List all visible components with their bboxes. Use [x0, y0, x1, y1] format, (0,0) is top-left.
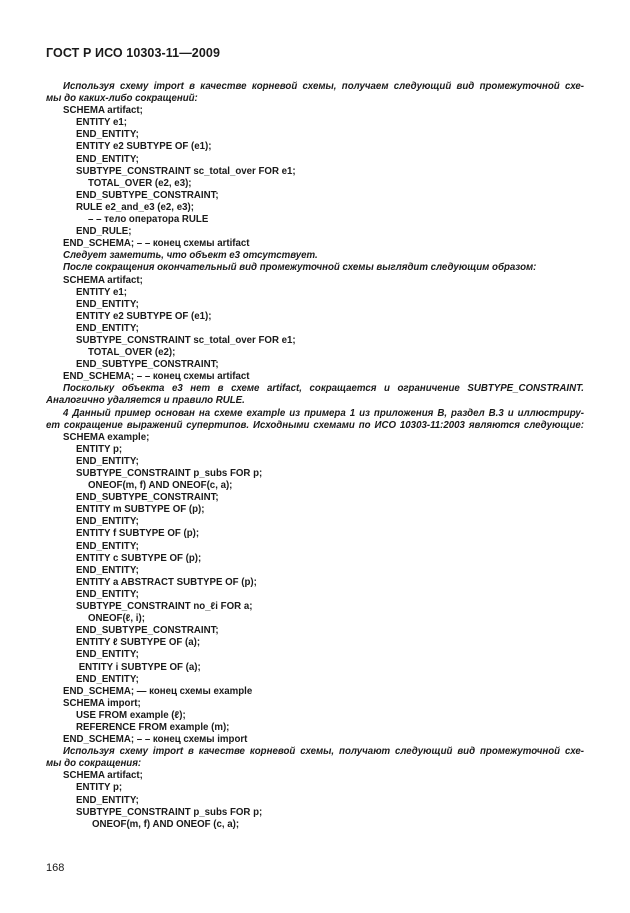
code-line: END_RULE; — [76, 226, 132, 238]
code-line: END_SUBTYPE_CONSTRAINT; — [76, 189, 219, 201]
code-line: ENTITY c SUBTYPE OF (p); — [76, 552, 202, 564]
text-line: После сокращения окончательный вид промежуточной схемы выглядит следующим образом: — [63, 262, 537, 274]
code-line: END_ENTITY; — [76, 129, 139, 141]
code-line: ENTITY e2 SUBTYPE OF (e1); — [76, 141, 212, 153]
text-line: Используя схему import в качестве корневой схемы, получают следующий вид промежуточной схе- — [63, 746, 584, 758]
code-line: SCHEMA import; — [63, 697, 141, 709]
code-line: SUBTYPE_CONSTRAINT p_subs FOR p; — [76, 468, 263, 479]
text-line: 4 Данный пример основан на схеме example из примера 1 из приложения В, раздел В.3 и иллюстриру- — [63, 407, 584, 419]
code-line: SUBTYPE_CONSTRAINT sc_total_over FOR e1; — [76, 334, 296, 346]
code-line: ENTITY e1; — [76, 117, 127, 129]
code-line: ENTITY e1; — [76, 286, 127, 298]
code-line: END_ENTITY; — [76, 588, 139, 600]
code-line: SUBTYPE_CONSTRAINT sc_total_over FOR e1; — [76, 165, 296, 177]
code-line: END_SUBTYPE_CONSTRAINT; — [76, 359, 219, 371]
code-line: SCHEMA artifact; — [63, 105, 143, 117]
text-line: Следует заметить, что объект e3 отсутствует. — [63, 250, 318, 262]
code-line: END_SCHEMA; — конец схемы example — [63, 685, 253, 697]
document-header: ГОСТ Р ИСО 10303-11—2009 — [46, 46, 221, 60]
code-line: ENTITY f SUBTYPE OF (p); — [76, 528, 200, 540]
code-line: END_SCHEMA; – – конец схемы import — [63, 734, 248, 746]
code-line: END_ENTITY; — [76, 673, 139, 685]
code-line: END_SCHEMA; – – конец схемы artifact — [63, 371, 250, 383]
code-line: TOTAL_OVER (e2, e3); — [88, 177, 192, 189]
code-line: ENTITY m SUBTYPE OF (p); — [76, 504, 205, 516]
code-line: ENTITY i SUBTYPE OF (a); — [76, 661, 201, 673]
code-line: RULE e2_and_e3 (e2, e3); — [76, 201, 194, 213]
code-line: END_ENTITY; — [76, 322, 139, 334]
text-line: ет сокращение выражений супертипов. Исходными схемами по ИСО 10303-11:2003 являются следующие: — [46, 419, 584, 431]
code-line: ENTITY e2 SUBTYPE OF (e1); — [76, 310, 212, 322]
code-line: END_ENTITY; — [76, 794, 139, 806]
code-line: END_ENTITY; — [76, 516, 139, 528]
code-line: END_ENTITY; — [76, 153, 139, 165]
code-line: – – тело оператора RULE — [88, 214, 209, 226]
code-line: SUBTYPE_CONSTRAINT p_subs FOR p; — [76, 806, 263, 818]
code-line: REFERENCE FROM example (m); — [76, 721, 230, 733]
code-line: ENTITY ℓ SUBTYPE OF (a); — [76, 637, 201, 649]
code-line: ONEOF(m, f) AND ONEOF(c, a); — [88, 480, 233, 492]
code-line: END_ENTITY; — [76, 649, 139, 661]
code-line: ENTITY a ABSTRACT SUBTYPE OF (p); — [76, 576, 257, 588]
text-line: мы до сокращения: — [46, 758, 142, 770]
code-line: END_ENTITY; — [76, 455, 139, 467]
code-line: END_ENTITY; — [76, 564, 139, 576]
code-line: SCHEMA example; — [63, 431, 150, 443]
code-line: SCHEMA artifact; — [63, 274, 143, 286]
code-line: ONEOF(ℓ, i); — [88, 613, 145, 625]
code-line: END_SCHEMA; – – конец схемы artifact — [63, 238, 250, 250]
code-line: ENTITY p; — [76, 782, 123, 794]
code-line: END_SUBTYPE_CONSTRAINT; — [76, 625, 219, 637]
code-line: ONEOF(m, f) AND ONEOF (c, a); — [92, 818, 240, 830]
text-line: Используя схему import в качестве корневой схемы, получаем следующий вид промежуточной схе- — [63, 81, 584, 92]
code-line: END_ENTITY; — [76, 540, 139, 552]
code-line: END_SUBTYPE_CONSTRAINT; — [76, 492, 219, 504]
code-line: TOTAL_OVER (e2); — [88, 347, 176, 359]
code-line: SCHEMA artifact; — [63, 770, 143, 782]
text-line: мы до каких-либо сокращений: — [46, 93, 198, 105]
code-line: END_ENTITY; — [76, 298, 139, 310]
code-line: SUBTYPE_CONSTRAINT no_ℓi FOR a; — [76, 601, 253, 613]
text-line: Аналогично удаляется и правило RULE. — [46, 395, 245, 407]
code-line: ENTITY p; — [76, 443, 123, 455]
text-line: Поскольку объекта e3 нет в схеме artifact, сокращается и ограничение SUBTYPE_CONSTRAINT. — [63, 383, 584, 395]
document-body — [46, 81, 584, 831]
page-number: 168 — [46, 862, 65, 874]
code-line: USE FROM example (ℓ); — [76, 709, 186, 721]
